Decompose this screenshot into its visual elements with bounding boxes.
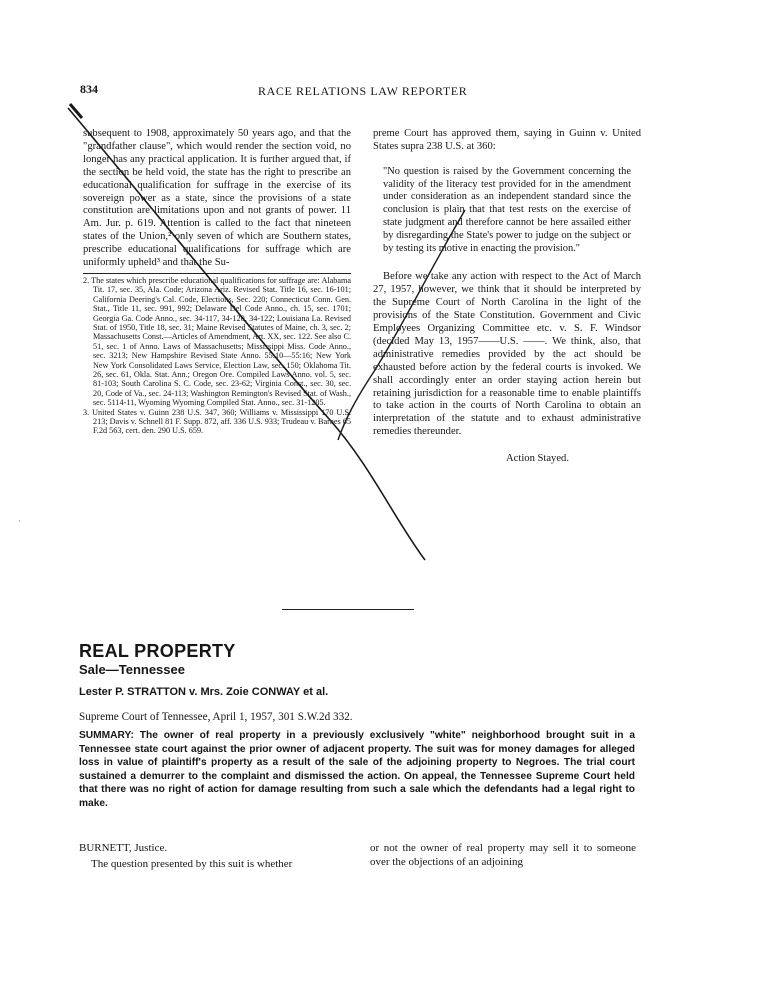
page-number: 834 [80, 82, 98, 96]
left-column [83, 128, 351, 436]
footnote-divider [83, 273, 351, 274]
right-column-paragraph: Before we take any action with respect to the Act of March 27, 1957, however, we think that it should be interpreted by the Supreme Court of North Carolina in the light of the provisions of the State Constitution. Government and Civic Employees Organizing Committee etc. v. S. F. Windsor (decided May 13, 1957——U.S. ——. We think, also, that administrative remedies provided by the act should be exhausted before action by the federal courts is invoked. We shall accordingly enter an order staying action herein but retaining jurisdiction for a reasonable time to enable plaintiffs to take action in the courts of North Carolina to obtain an interpretation of the statute and to exhaust administrative remedies thereunder. [373, 271, 641, 438]
opinion-text-right: or not the owner of real property may sell it to someone over the objections of an adjoining [370, 842, 636, 868]
running-head: RACE RELATIONS LAW REPORTER [258, 84, 468, 98]
block-quote: "No question is raised by the Government concerning the validity of the literacy test provided for in the amendment under consideration as an independent standard since the conclusion is plain that that test rests on the exercise of state judgment and therefore cannot be here assailed either by disregarding the State's power to judge on the subject or by testing its motive in enacting the provision." [383, 165, 631, 254]
left-column-body: subsequent to 1908, approximately 50 years ago, and that the "grandfather clause", which would render the section void, no longer has any practical application. It is further argued that, if the section be held void, the state has the right to prescribe an educational qualification for suffrage in the exercise of its sovereign power as a state, since the provisions of a state constitution are limitations upon and not grants of power. 11 Am. Jur. p. 619. Attention is called to the fact that nineteen states of the Union,² only seven of which are Southern states, prescribe educational qualifications for suffrage which are uniformly upheld³ and that the Su- [83, 128, 351, 269]
scan-speck: · [18, 516, 21, 526]
disposition: Action Stayed. [506, 453, 569, 465]
judge-name: BURNETT, Justice. [79, 842, 168, 854]
section-heading: REAL PROPERTY [79, 641, 236, 661]
case-summary: SUMMARY: The owner of real property in a previously exclusively "white" neighborhood brought suit in a Tennessee state court against the prior owner of adjacent property. The suit was for money damages for alleged loss in value of plaintiff's property as a result of the sale of the adjoining property to Negroes. The trial court sustained a demurrer to the complaint and dismissed the action. On appeal, the Tennessee Supreme Court held that there was no right of action for damage resulting from such a sale which the defendants had a legal right to make. [79, 730, 635, 809]
opinion-text-left: The question presented by this suit is whether [91, 858, 293, 870]
footnote-3: 3. United States v. Guinn 238 U.S. 347, 360; Williams v. Mississippi 170 U.S. 213; Davis v. Schnell 81 F. Supp. 872, aff. 336 U.S. 933; Trudeau v. Barnes 65 F.2d 563, cert. den. 290 U.S. 659. [83, 407, 351, 436]
footnote-2: 2. The states which prescribe educational qualifications for suffrage are: Alabama Tit. 17, sec. 35, Ala. Code; Arizona Ariz. Revised Stat. Title 16, sec. 16-101; California Deering's Cal. Code, Elections, Sec. 220; Connecticut Conn. Gen. Stat., Title 11, sec. 991, 992; Delaware Del Code Anno., ch. 15, sec. 1701; Georgia Ga. Code Anno., sec. 34-117, 34-120, 34-122; Louisiana La. Revised Stat. of 1950, Title 18, sec. 31; Maine Revised Statutes of Maine, ch. 3, sec. 2; Massachusetts Const.—Articles of Amendment, Art. XX, sec. 122. See also C. 51, sec. 1 of Anno. Laws of Massachusetts; Mississippi Miss. Code Anno., sec. 3213; New Hampshire Revised State Anno. 55:10—55:16; New York New York Consolidated Laws Service, Election Law, sec. 150; Oklahoma Tit. 26, sec. 61, Okla. Stat. Ann.; Oregon Ore. Compiled Laws Anno. vol. 5, sec. 81-103; South Carolina S. C. Code, sec. 23-62; Virginia Const., sec. 30, sec. 20, Code of Va., sec. 24-113; Washington Remington's Revised Stat. of Wash., sec. 5114-11, Wyoming Wyoming Compiled Stat. Anno., sec. 31-1205. [83, 275, 351, 408]
section-subheading: Sale—Tennessee [79, 662, 185, 677]
right-column [373, 128, 641, 466]
section-divider [282, 609, 414, 610]
case-parties: Lester P. STRATTON v. Mrs. Zoie CONWAY et al. [79, 686, 329, 698]
right-column-body: preme Court has approved them, saying in Guinn v. United States supra 238 U.S. at 360: [373, 128, 641, 152]
court-citation: Supreme Court of Tennessee, April 1, 1957, 301 S.W.2d 332. [79, 711, 353, 723]
